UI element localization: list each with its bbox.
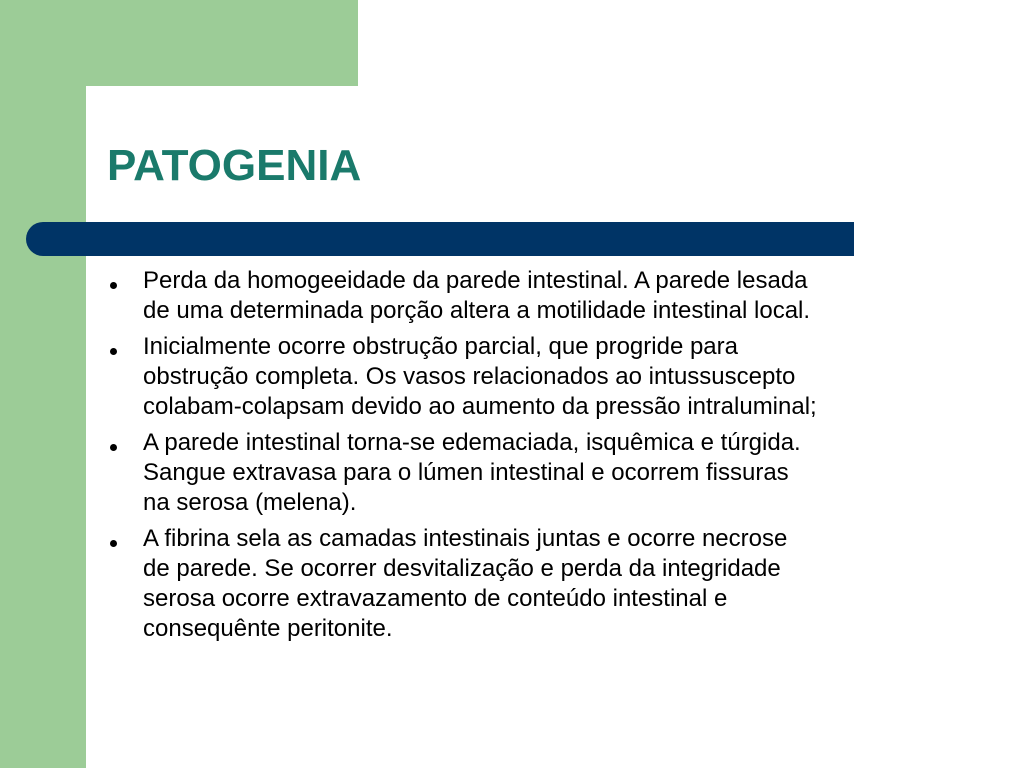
bullet-dot-icon — [110, 282, 117, 289]
bullet-dot-icon — [110, 348, 117, 355]
bullet-item — [104, 332, 964, 422]
decorative-green-sidebar — [0, 0, 86, 768]
bullet-item — [104, 428, 964, 518]
bullet-item — [104, 266, 964, 326]
decorative-green-top-band — [0, 0, 358, 86]
bullet-dot-icon — [110, 444, 117, 451]
bullet-text: A parede intestinal torna-se edemaciada, isquêmica e túrgida. Sangue extravasa para o lúmen intestinal e ocorrem fissuras na serosa (melena). — [143, 429, 801, 516]
bullet-text: A fibrina sela as camadas intestinais juntas e ocorre necrose de parede. Se ocorrer desvitalização e perda da integridade serosa ocorre extravazamento de conteúdo intestinal e consequênte peritonite. — [143, 525, 788, 642]
title-divider-bar — [26, 222, 854, 256]
bullet-list — [104, 266, 964, 650]
bullet-item — [104, 524, 964, 644]
slide-title: PATOGENIA — [107, 141, 362, 190]
bullet-dot-icon — [110, 540, 117, 547]
bullet-text: Perda da homogeeidade da parede intestinal. A parede lesada de uma determinada porção altera a motilidade intestinal local. — [143, 267, 811, 324]
bullet-text: Inicialmente ocorre obstrução parcial, que progride para obstrução completa. Os vasos relacionados ao intussuscepto colabam-colapsam devido ao aumento da pressão intraluminal; — [143, 333, 817, 420]
